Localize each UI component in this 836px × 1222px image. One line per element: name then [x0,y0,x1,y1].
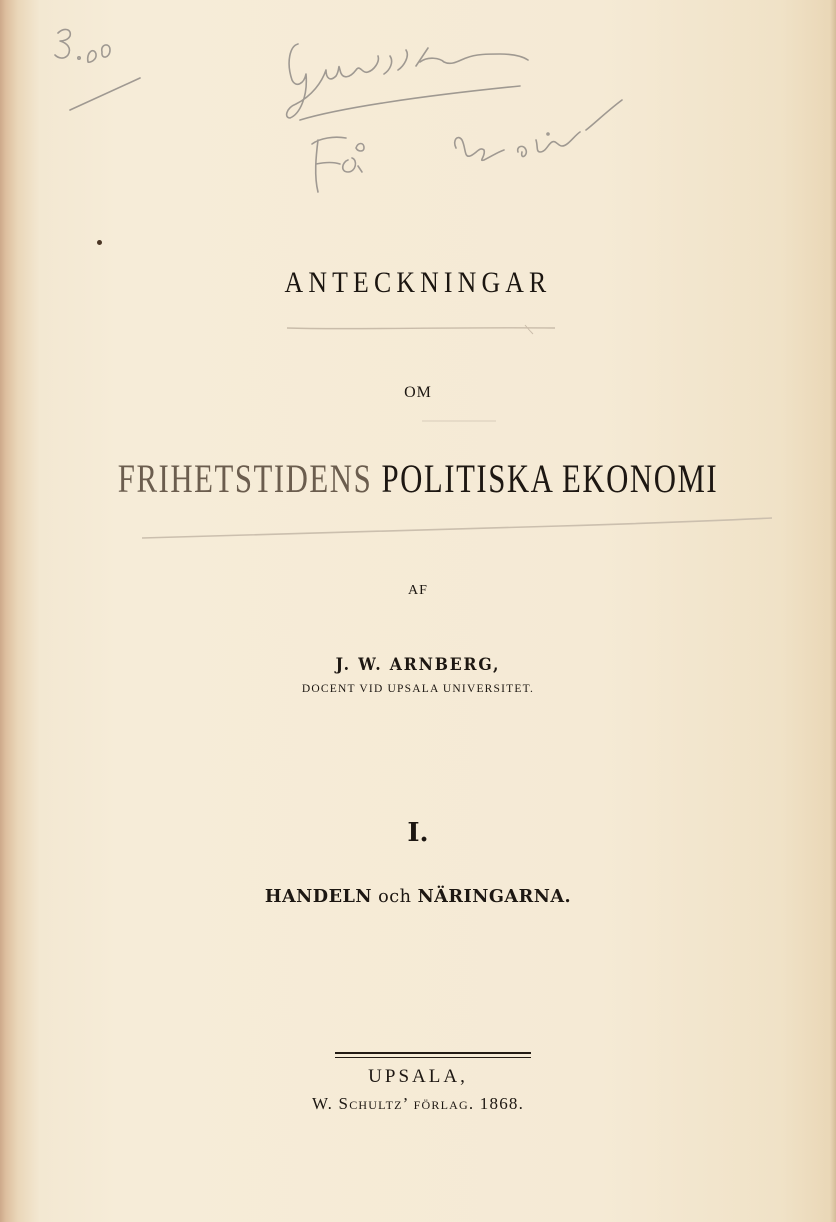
publication-year: 1868. [479,1094,525,1113]
volume-number: I. [407,818,429,848]
pencil-line-1 [287,44,528,118]
imprint-publisher [0,1094,836,1114]
pencil-line-2 [312,137,364,192]
author-name: J. W. ARNBERG, [335,655,501,675]
subject-title-part-2: POLITISKA EKONOMI [381,456,719,501]
ink-spot [97,240,102,245]
subject-title [96,455,740,502]
connector-om: OM [404,384,432,401]
volume-title [8,886,827,907]
imprint-rule-thick [335,1052,531,1054]
publisher-name-rest: chultz’ förlag. [349,1094,475,1113]
faint-rule-3 [140,512,776,542]
subject-title-part-1: FRIHETSTIDENS [117,456,373,501]
price-pencil-mark [55,29,70,58]
publisher-name-initial: W. S [311,1094,350,1113]
faint-rule-2 [420,416,500,426]
volume-title-part-2: och [378,886,412,907]
main-title: ANTECKNINGAR [284,266,552,299]
imprint-place: UPSALA, [368,1066,468,1087]
volume-title-part-3: NÄRINGARNA. [417,886,572,907]
faint-rule-1 [285,320,560,336]
volume-title-part-1: HANDELN [264,886,373,907]
imprint-rule-thin [335,1057,531,1058]
author-affiliation: DOCENT VID UPSALA UNIVERSITET. [301,683,535,695]
byline-af: AF [408,583,428,598]
